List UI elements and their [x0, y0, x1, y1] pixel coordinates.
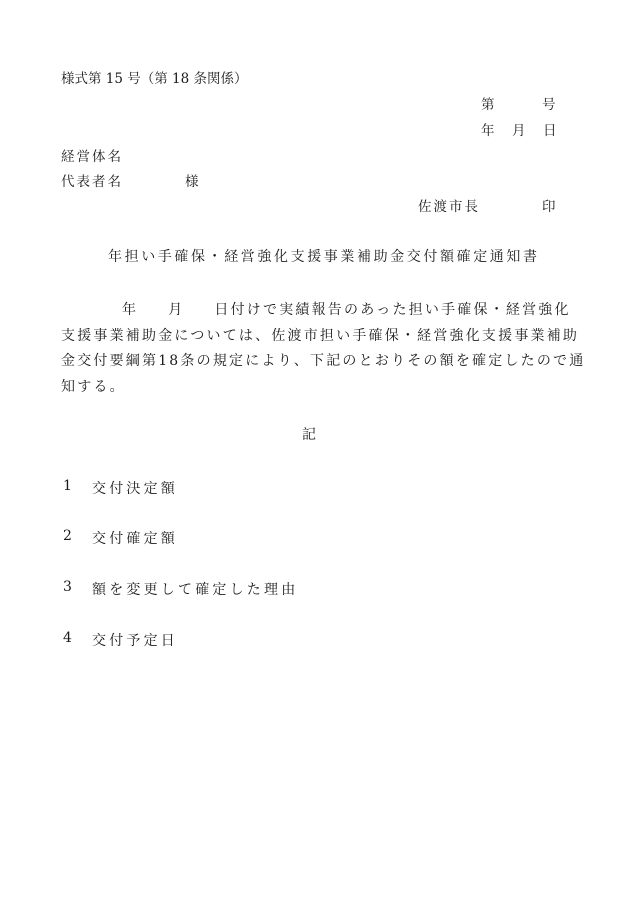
seal-mark: 印: [542, 199, 556, 215]
item-1-number: 1: [63, 478, 72, 494]
date-month: 月: [512, 123, 526, 139]
issuer-title: 佐渡市長: [418, 199, 480, 215]
body-line-2: 支援事業補助金については、佐渡市担い手確保・経営強化支援事業補助: [61, 327, 580, 344]
honorific: 様: [185, 174, 199, 190]
doc-number-dai: 第: [481, 97, 495, 113]
date-day: 日: [543, 123, 557, 139]
body-line-3: 金交付要綱第18条の規定により、下記のとおりその額を確定したので通: [61, 353, 586, 369]
date-year: 年: [481, 123, 495, 139]
document-title: 年担い手確保・経営強化支援事業補助金交付額確定通知書: [108, 249, 540, 265]
form-reference: 様式第 15 号（第 18 条関係）: [61, 71, 248, 87]
item-4-label: 交付予定日: [92, 633, 178, 649]
representative-label: 代表者名: [61, 174, 123, 190]
item-3-label: 額を変更して確定した理由: [92, 582, 299, 598]
item-2-number: 2: [63, 528, 72, 544]
org-name-label: 経営体名: [61, 149, 123, 165]
item-3-number: 3: [63, 579, 72, 595]
item-2-label: 交付確定額: [92, 531, 178, 547]
body-date-year: 年: [122, 302, 139, 318]
doc-number-go: 号: [542, 97, 556, 113]
body-paragraph: [61, 298, 586, 400]
ki-heading: 記: [302, 427, 316, 443]
body-line-1-text: 日付けで実績報告のあった担い手確保・経営強化: [214, 302, 571, 318]
body-line-1: [61, 298, 571, 324]
item-4-number: 4: [63, 630, 72, 646]
item-1-label: 交付決定額: [92, 481, 178, 497]
body-date-month: 月: [168, 302, 185, 318]
body-line-4: 知する。: [61, 378, 126, 395]
